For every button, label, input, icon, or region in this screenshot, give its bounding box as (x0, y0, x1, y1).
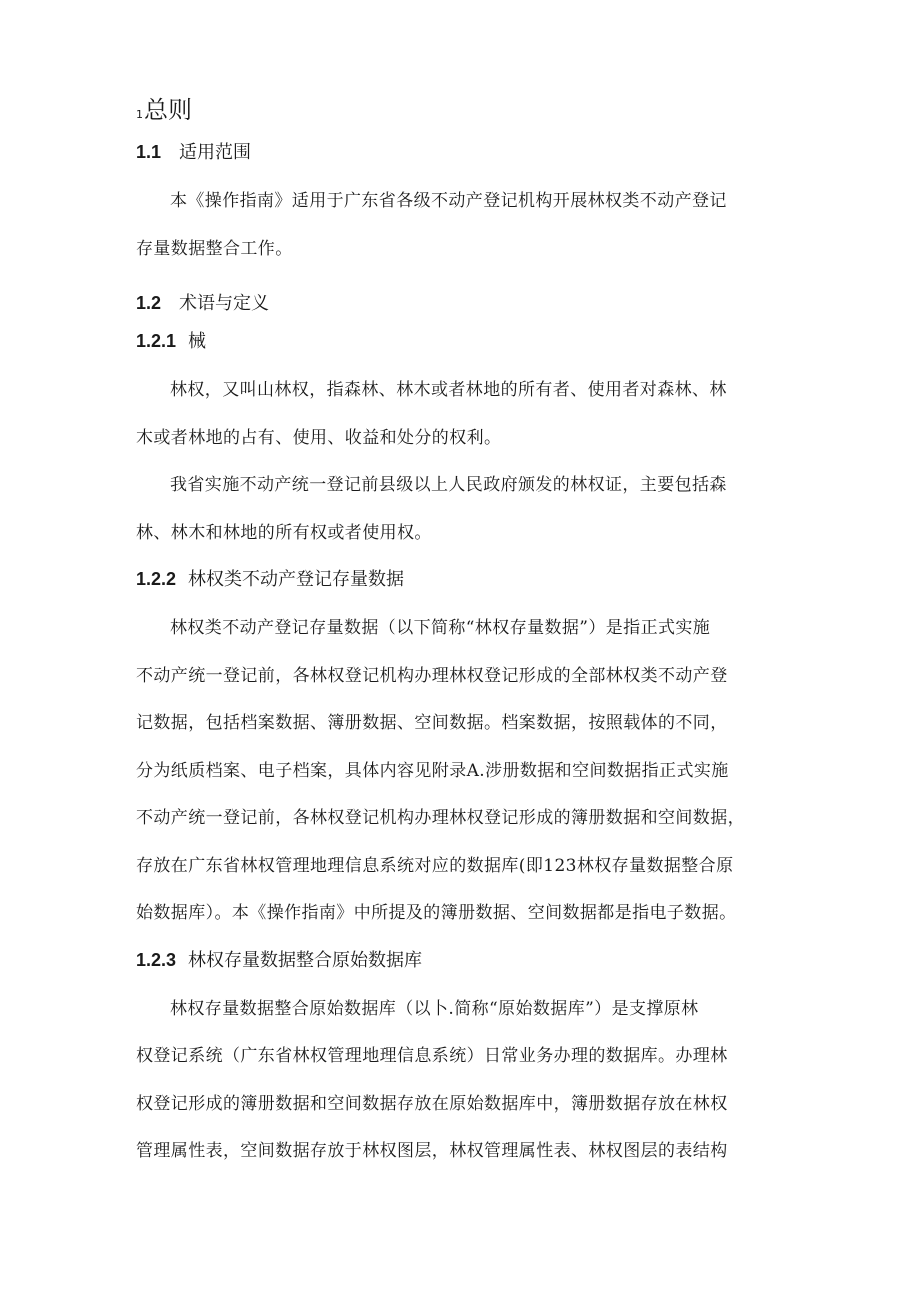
paragraph-line: 林、林木和林地的所有权或者使用权。 (136, 522, 432, 543)
chapter-number: 1 (136, 108, 143, 121)
chapter-title-text: 总则 (144, 96, 192, 124)
paragraph-scope (136, 178, 776, 273)
section-number: 1.1 (136, 142, 162, 162)
subsection-number: 1.2.3 (136, 949, 177, 970)
paragraph-line: 林权，又叫山林权，指森林、林木或者林地的所有者、使用者对森林、林 (170, 380, 727, 400)
chapter-title (136, 94, 776, 126)
paragraph-stock-data (136, 605, 776, 938)
document-body (136, 94, 776, 1176)
subsection-heading-1-2-1 (136, 329, 776, 353)
paragraph-line: 林权类不动产登记存量数据（以下简称“林权存量数据”）是指正式实施 (170, 618, 711, 638)
paragraph-line: 管理属性表，空间数据存放于林权图层，林权管理属性表、林权图层的表结构 (136, 1141, 728, 1161)
section-number: 1.2 (136, 293, 162, 313)
paragraph-line: 木或者林地的占有、使用、收益和处分的权利。 (136, 427, 502, 448)
subsection-title: 械 (188, 331, 207, 352)
section-title: 术语与定义 (179, 293, 270, 314)
subsection-title: 林权存量数据整合原始数据库 (188, 949, 423, 971)
paragraph-forest-right-definition (136, 367, 776, 462)
paragraph-line: 始数据库）。本《操作指南》中所提及的簿册数据、空间数据都是指电子数据。 (136, 903, 737, 923)
paragraph-line: 本《操作指南》适用于广东省各级不动产登记机构开展林权类不动产登记 (170, 191, 727, 211)
paragraph-line: 记数据，包括档案数据、簿册数据、空间数据。档案数据，按照载体的不同， (136, 713, 728, 733)
paragraph-line: 我省实施不动产统一登记前县级以上人民政府颁发的林权证，主要包括森 (170, 475, 727, 495)
subsection-title: 林权类不动产登记存量数据 (188, 569, 405, 590)
paragraph-original-database (136, 986, 776, 1176)
paragraph-line: 分为纸质档案、电子档案，具体内容见附录A.涉册数据和空间数据指正式实施 (136, 760, 729, 781)
section-title: 适用范围 (179, 142, 252, 163)
section-heading-1-1 (136, 140, 776, 164)
paragraph-line: 权登记形成的簿册数据和空间数据存放在原始数据库中，簿册数据存放在林权 (136, 1093, 728, 1114)
subsection-number: 1.2.1 (136, 331, 177, 351)
section-heading-1-2 (136, 291, 776, 315)
paragraph-line: 林权存量数据整合原始数据库（以卜.简称“原始数据库”）是支撑原林 (170, 998, 699, 1019)
paragraph-forest-right-certificate (136, 462, 776, 557)
subsection-heading-1-2-3 (136, 948, 776, 972)
paragraph-line: 不动产统一登记前，各林权登记机构办理林权登记形成的全部林权类不动产登 (136, 665, 728, 686)
paragraph-line: 不动产统一登记前，各林权登记机构办理林权登记形成的簿册数据和空间数据， (136, 808, 745, 828)
subsection-number: 1.2.2 (136, 569, 177, 589)
subsection-heading-1-2-2 (136, 567, 776, 591)
paragraph-line: 权登记系统（广东省林权管理地理信息系统）日常业务办理的数据库。办理林 (136, 1046, 728, 1066)
paragraph-line: 存量数据整合工作。 (136, 238, 293, 259)
paragraph-line: 存放在广东省林权管理地理信息系统对应的数据库(即123林权存量数据整合原 (136, 855, 734, 876)
